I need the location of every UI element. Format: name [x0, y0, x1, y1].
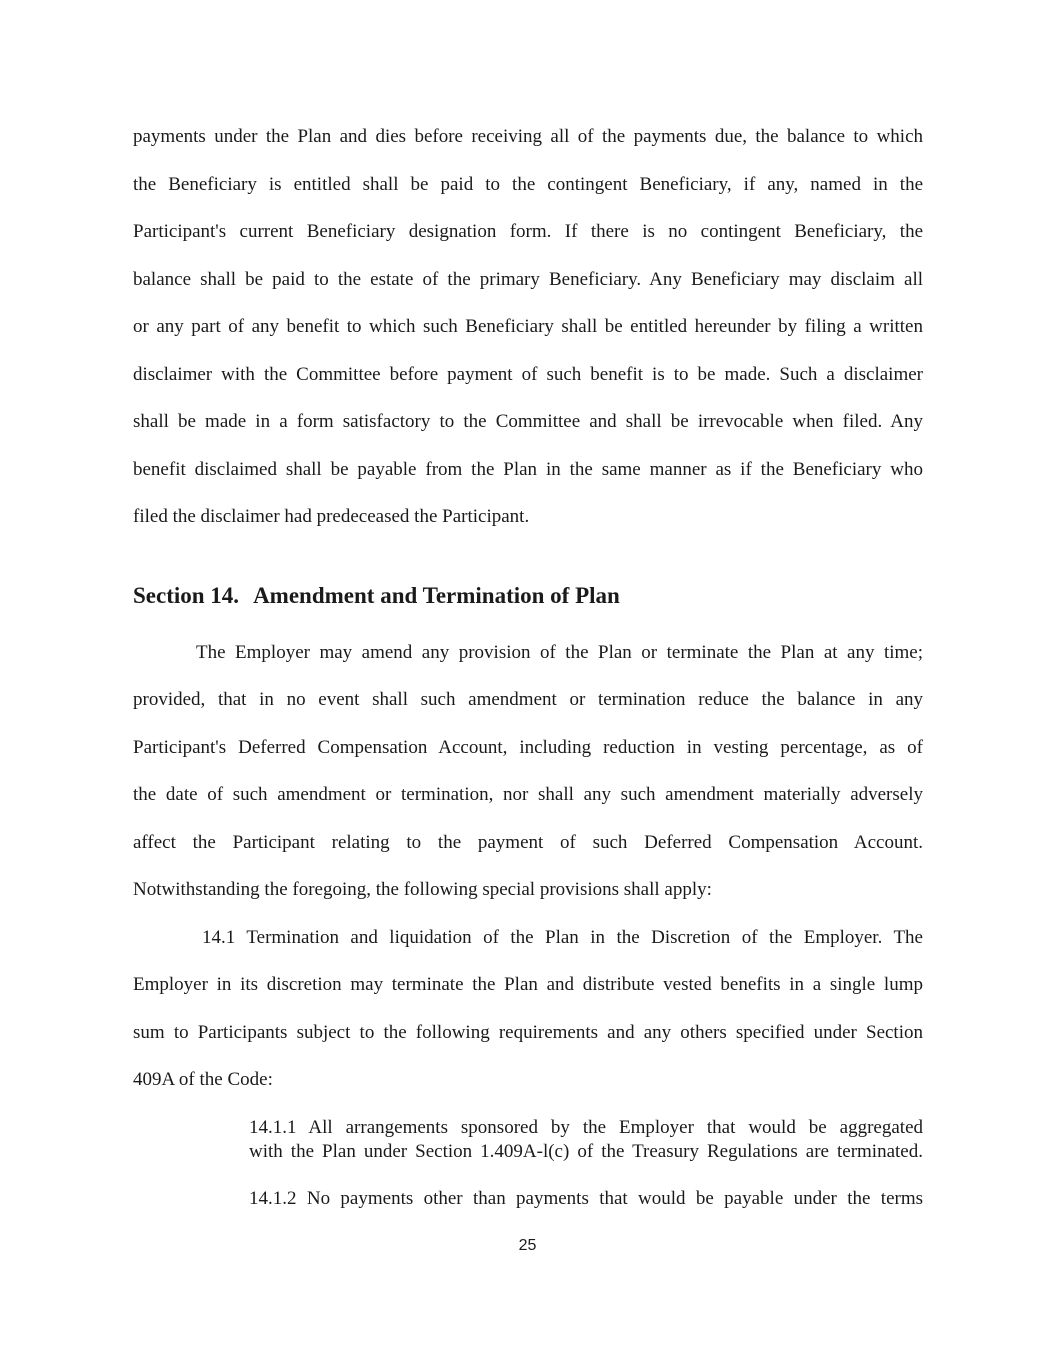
paragraph-line: the date of such amendment or termination, nor shall any such amendment materially adversely — [133, 784, 923, 805]
paragraph-line: Participant's Deferred Compensation Account, including reduction in vesting percentage, as of — [133, 737, 923, 758]
paragraph-line: Notwithstanding the foregoing, the following special provisions shall apply: — [133, 879, 712, 900]
paragraph-line: The Employer may amend any provision of the Plan or terminate the Plan at any time; — [196, 642, 923, 663]
paragraph-line: the Beneficiary is entitled shall be paid to the contingent Beneficiary, if any, named in the — [133, 174, 923, 195]
paragraph-line: provided, that in no event shall such amendment or termination reduce the balance in any — [133, 689, 923, 710]
paragraph-line: Participant's current Beneficiary designation form. If there is no contingent Beneficiary, the — [133, 221, 923, 242]
page-number: 25 — [518, 1237, 537, 1254]
section-title: Amendment and Termination of Plan — [253, 583, 620, 608]
paragraph-line: affect the Participant relating to the payment of such Deferred Compensation Account. — [133, 832, 923, 853]
paragraph-line: 14.1.2 No payments other than payments that would be payable under the terms — [249, 1188, 923, 1209]
paragraph-line: with the Plan under Section 1.409A-l(c) of the Treasury Regulations are terminated. — [249, 1141, 923, 1162]
section-number: Section 14. — [133, 583, 240, 608]
paragraph-line: disclaimer with the Committee before payment of such benefit is to be made. Such a disclaimer — [133, 364, 923, 385]
paragraph-line: balance shall be paid to the estate of the primary Beneficiary. Any Beneficiary may disclaim all — [133, 269, 923, 290]
paragraph-line: payments under the Plan and dies before receiving all of the payments due, the balance to which — [133, 126, 923, 147]
paragraph-line: 409A of the Code: — [133, 1069, 273, 1090]
paragraph-line: 14.1.1 All arrangements sponsored by the Employer that would be aggregated — [249, 1117, 923, 1138]
section-heading — [133, 582, 620, 610]
paragraph-line: filed the disclaimer had predeceased the Participant. — [133, 506, 530, 527]
paragraph-line: shall be made in a form satisfactory to the Committee and shall be irrevocable when filed. Any — [133, 411, 923, 432]
paragraph-line: sum to Participants subject to the following requirements and any others specified under Section — [133, 1022, 923, 1043]
paragraph-line: benefit disclaimed shall be payable from the Plan in the same manner as if the Beneficiary who — [133, 459, 923, 480]
paragraph-line: Employer in its discretion may terminate the Plan and distribute vested benefits in a single lump — [133, 974, 923, 995]
paragraph-line: 14.1 Termination and liquidation of the Plan in the Discretion of the Employer. The — [202, 927, 923, 948]
paragraph-line: or any part of any benefit to which such Beneficiary shall be entitled hereunder by filing a written — [133, 316, 923, 337]
